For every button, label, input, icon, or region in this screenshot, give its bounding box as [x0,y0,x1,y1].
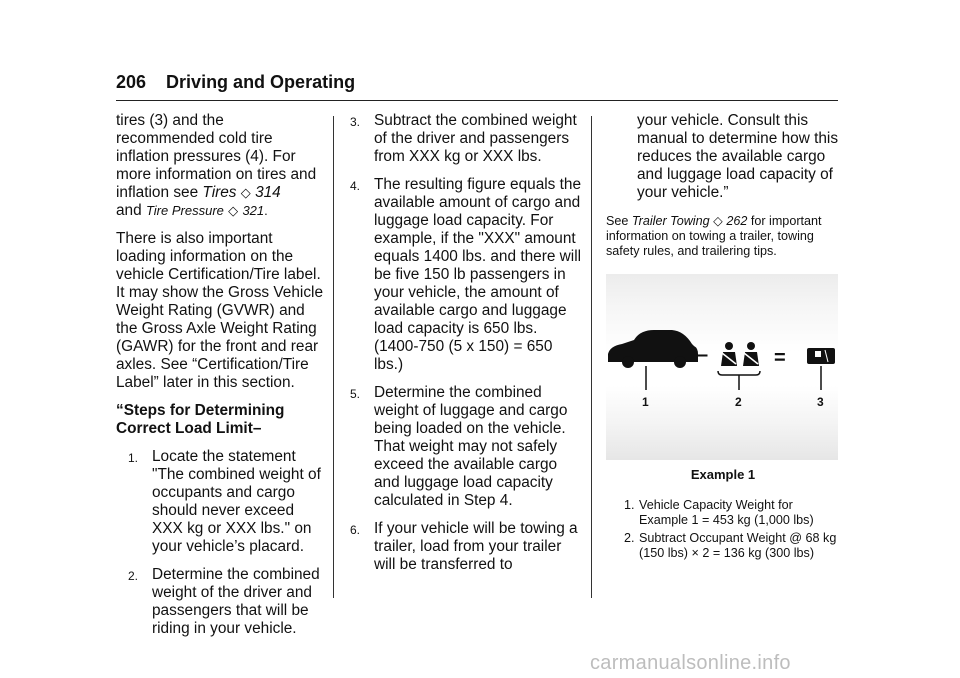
step-number: 3. [350,115,361,129]
column-3 [606,112,840,564]
occupants-bracket [718,371,760,375]
step-3 [350,112,582,166]
column-divider-2 [591,116,592,598]
step-text: If your vehicle will be towing a trailer, load from your trailer will be transferred to [374,520,578,573]
step-number: 6. [350,523,361,537]
step-5 [350,384,582,510]
page-ref-tires[interactable]: 314 [255,184,281,201]
section-title: Driving and Operating [166,72,356,92]
link-trailer-towing[interactable]: Trailer Towing [631,214,710,228]
page-ref-arrow-icon: ◇ [228,203,239,218]
step-6-continued: your vehicle. Consult this manual to determine how this reduces the available cargo and luggage load capacity of your vehicle.” [637,112,839,201]
page-ref-trailer-towing[interactable]: 262 [726,214,748,228]
column-2 [350,112,582,584]
step-text: The resulting figure equals the available amount of cargo and luggage load capacity. For example, if the "XXX" amount equals 1400 lbs. and there will be five 150 lb passengers in your vehicle, the amount of available cargo and luggage load capacity is 650 lbs. (1400-750 (5 x 150) = 650 lbs.) [374,176,582,373]
load-diagram [606,274,838,460]
page-header [116,72,355,93]
list-item: 1. Vehicle Capacity Weight for Example 1 = 453 kg (1,000 lbs) [624,498,814,527]
cargo-luggage-icon [807,348,835,364]
watermark: carmanualsonline.info [590,652,791,674]
step-number: 2. [128,569,139,583]
link-tire-pressure[interactable]: Tire Pressure [145,203,224,218]
step-2 [128,566,326,638]
equals-sign: = [774,347,786,369]
step-text: Determine the combined weight of the driver and passengers that will be riding in your vehicle. [152,566,320,637]
link-tires[interactable]: Tires [202,184,237,201]
example-1-figure [606,274,838,460]
figure-caption: Example 1 [690,467,756,482]
figure-label-1: 1 [642,395,649,409]
list-item: 2. Subtract Occupant Weight @ 68 kg (150 lbs) × 2 = 136 kg (300 lbs) [624,531,837,560]
car-icon [608,330,698,368]
step-text: Locate the statement "The combined weight of occupants and cargo should never exceed XXX kg or XXX lbs." on your vehicle’s placard. [152,448,321,555]
occupants-icon [721,342,759,366]
example-list [606,498,840,561]
steps-heading: “Steps for Determining Correct Load Limit– [116,402,285,437]
page-number: 206 [116,72,147,92]
step-text: Determine the combined weight of luggage and cargo being loaded on the vehicle. That weight may not safely exceed the available cargo and luggage load capacity calculated in Step 4. [374,384,568,509]
step-6 [350,520,582,574]
trailer-note: See Trailer Towing ◇ 262 for important information on towing a trailer, towing safety rules, and trailering tips. [606,214,822,258]
step-text: Subtract the combined weight of the driver and passengers from XXX kg or XXX lbs. [374,112,577,165]
page-ref-tire-pressure[interactable]: 321 [242,203,265,218]
column-divider-1 [333,116,334,598]
paragraph-tires: tires (3) and the recommended cold tire inflation pressures (4). For more information on tires and inflation see Tires ◇ 314 and Tire Pressure ◇ 321. [116,112,317,219]
figure-label-2: 2 [735,395,742,409]
figure-label-3: 3 [817,395,824,409]
minus-sign: – [697,344,709,366]
header-rule [116,100,838,101]
step-1 [128,448,326,556]
page-ref-arrow-icon: ◇ [713,214,723,228]
paragraph-certification: There is also important loading information on the vehicle Certification/Tire label. It may show the Gross Vehicle Weight Rating (GVWR) and the Gross Axle Weight Rating (GAWR) for the front and rear axles. See “Certification/Tire Label” later in this section. [116,230,324,391]
column-1 [116,112,326,648]
step-number: 4. [350,179,361,193]
page-ref-arrow-icon: ◇ [240,185,251,200]
step-4 [350,176,582,374]
step-number: 1. [128,451,139,465]
step-number: 5. [350,387,361,401]
